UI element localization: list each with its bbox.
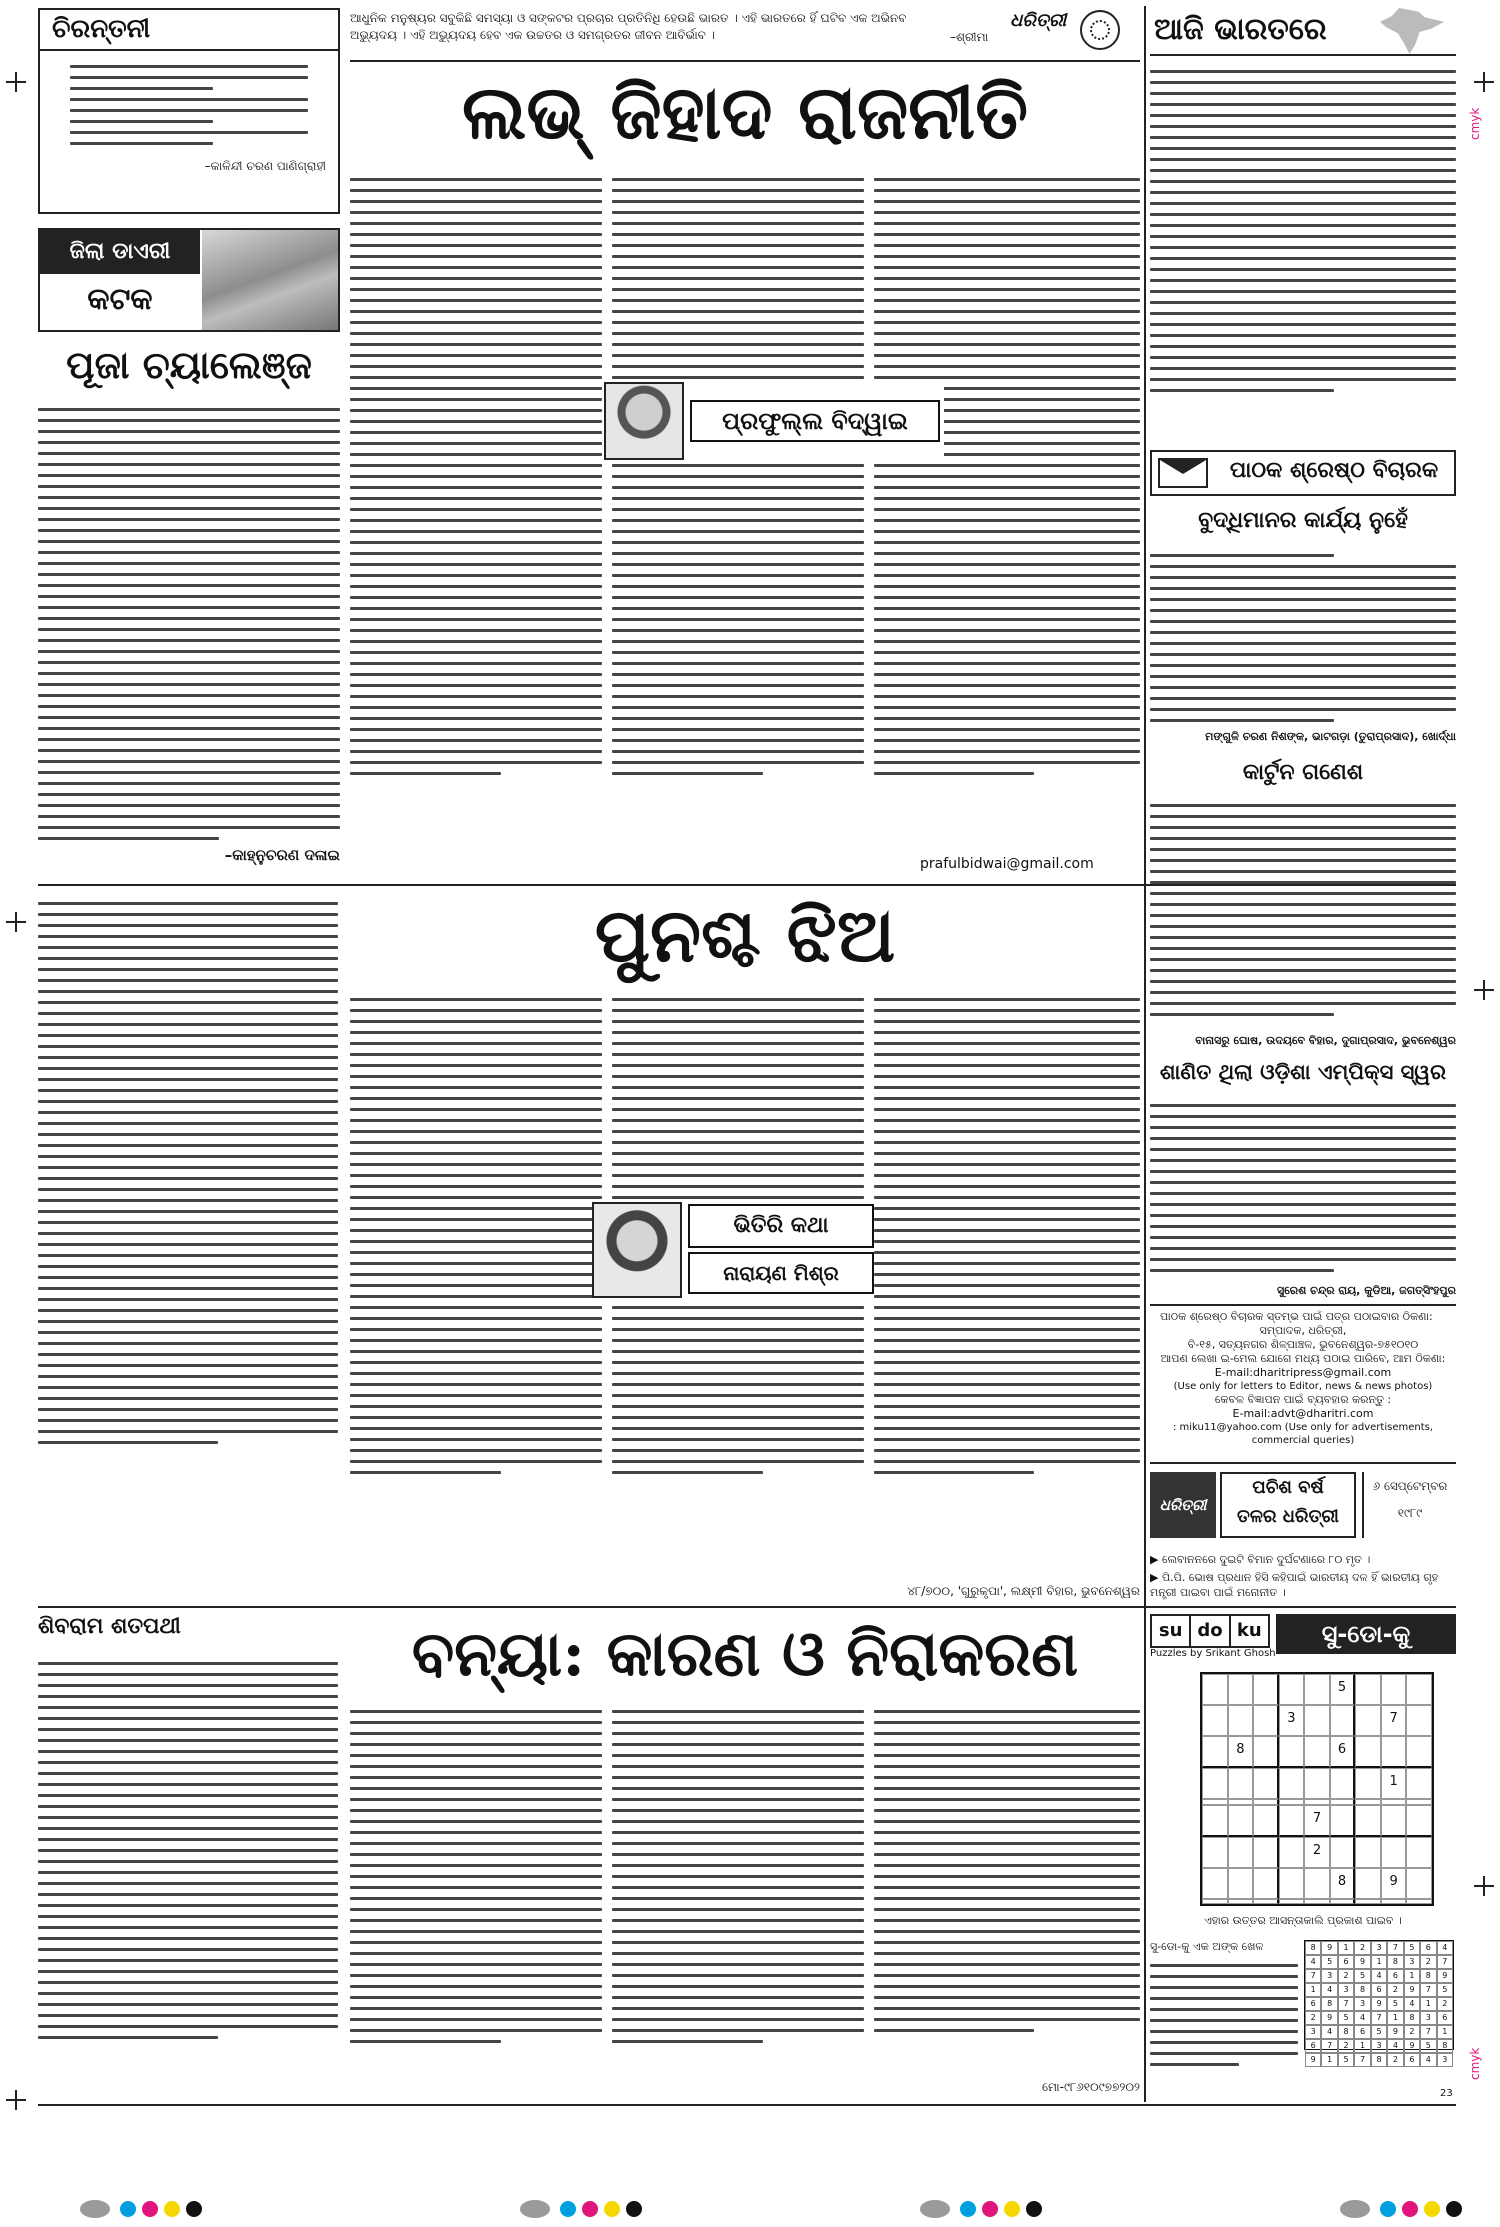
sudoku-answer-cell: 5 xyxy=(1420,2039,1436,2053)
registration-color-dot xyxy=(560,2201,576,2217)
sudoku-cell[interactable] xyxy=(1330,1899,1356,1904)
sudoku-answer-cell: 9 xyxy=(1305,2053,1321,2067)
registration-color-dot xyxy=(1004,2201,1020,2217)
sudoku-cell[interactable] xyxy=(1279,1899,1305,1904)
sudoku-cell[interactable] xyxy=(1279,1768,1305,1799)
twenty-five-title-l2: ତଳର ଧରିତ୍ରୀ xyxy=(1237,1506,1339,1527)
sudoku-cell[interactable] xyxy=(1381,1899,1407,1904)
registration-color-dot xyxy=(164,2201,180,2217)
flood-col-3 xyxy=(612,1702,864,2086)
sudoku-answer-cell: 2 xyxy=(1437,1997,1453,2011)
sudoku-cell[interactable] xyxy=(1406,1899,1432,1904)
insider-col-4 xyxy=(874,990,1140,1594)
sudoku-answer-cell: 1 xyxy=(1387,2011,1403,2025)
readers-section-title: ପାଠକ ଶ୍ରେଷ୍ଠ ବିଚାରକ xyxy=(1229,458,1439,483)
sudoku-answer-cell: 8 xyxy=(1354,1983,1370,1997)
lead-col-3 xyxy=(874,170,1140,880)
registration-color-dot xyxy=(1380,2201,1396,2217)
insider-author-name: ନାରାୟଣ ମିଶ୍ର xyxy=(688,1252,874,1294)
sudoku-cell[interactable] xyxy=(1355,1899,1381,1904)
sudoku-answer-cell: 2 xyxy=(1387,1983,1403,1997)
letter3-sign: ସୁରେଶ ଚନ୍ଦ୍ର ରାୟ, କୁଡିଆ, ଜଗତ୍‌ସିଂହପୁର xyxy=(1277,1284,1456,1297)
twenty-five-title-l1: ପଚିଶ ବର୍ଷ xyxy=(1252,1477,1324,1498)
sudoku-cell[interactable] xyxy=(1355,1768,1381,1799)
sudoku-cell[interactable] xyxy=(1202,1868,1228,1899)
insider-column-name: ଭିତିରି କଥା xyxy=(688,1204,874,1248)
contact-email-advt2[interactable]: : miku11@yahoo.com (Use only for advertisements, commercial queries) xyxy=(1172,1422,1434,1446)
insider-col-2 xyxy=(350,990,602,1594)
sudoku-answer-cell: 8 xyxy=(1321,1997,1337,2011)
contact-line1: ପାଠକ ଶ୍ରେଷ୍ଠ ବିଚାରକ ସ୍ତମ୍ଭ ପାଇଁ ପତ୍ର ପଠାଇବାର ଠିକଣା: xyxy=(1160,1310,1433,1323)
crop-mark-right-bottom xyxy=(1474,1876,1494,1896)
sudoku-answer-cell: 5 xyxy=(1371,2025,1387,2039)
chirantani-box xyxy=(38,8,340,214)
registration-color-dot xyxy=(1026,2201,1042,2217)
sudoku-caption: ଏହାର ଉତ୍ତର ଆସନ୍ତାକାଲି ପ୍ରକାଶ ପାଇବ । xyxy=(1204,1914,1402,1927)
district-diary-label: ଜିଲା ଡାଏରୀ xyxy=(40,230,200,274)
sudoku-cell[interactable] xyxy=(1228,1805,1254,1837)
sudoku-cell[interactable] xyxy=(1253,1837,1279,1868)
district-diary-box xyxy=(38,228,340,332)
sudoku-cell[interactable] xyxy=(1228,1899,1254,1904)
sudoku-cell[interactable] xyxy=(1406,1674,1432,1705)
sudoku-puzzle-grid[interactable] xyxy=(1200,1672,1434,1906)
sudoku-cell[interactable]: 3 xyxy=(1279,1705,1305,1736)
chirantani-poem xyxy=(40,51,338,159)
sudoku-cell[interactable] xyxy=(1381,1805,1407,1837)
sudoku-answer-cell: 8 xyxy=(1420,1969,1436,1983)
sudoku-answer-cell: 2 xyxy=(1305,2011,1321,2025)
insider-footer: ୪୮/୭୦୦, 'ଗୁରୁକୃପା', ଲକ୍ଷ୍ମୀ ବିହାର, ଭୁବନେଶ୍ୱର xyxy=(907,1584,1140,1598)
sudoku-answer-cell: 5 xyxy=(1321,1955,1337,1969)
sudoku-answer-cell: 2 xyxy=(1420,1955,1436,1969)
letter3-title: ଶାଣିତ ଥିଲା ଓଡ଼ିଶା ଏମ୍ପିକ୍ସ ସ୍ୱର xyxy=(1159,1060,1447,1084)
sudoku-answer-cell: 1 xyxy=(1420,1997,1436,2011)
sudoku-logo-ku: ku xyxy=(1236,1620,1262,1641)
district-photo xyxy=(202,230,340,332)
sudoku-cell[interactable]: 9 xyxy=(1381,1868,1407,1899)
sudoku-cell[interactable] xyxy=(1355,1805,1381,1837)
insider-author-photo xyxy=(592,1202,682,1298)
insider-headline: ପୁନଶ୍ଚ ଝିଅ xyxy=(594,893,896,979)
sudoku-answer-cell: 7 xyxy=(1420,2025,1436,2039)
sudoku-answer-cell: 2 xyxy=(1338,1969,1354,1983)
sudoku-answer-cell: 5 xyxy=(1338,2011,1354,2025)
registration-color-dot xyxy=(582,2201,598,2217)
sudoku-cell[interactable] xyxy=(1406,1805,1432,1837)
sudoku-cell[interactable] xyxy=(1279,1674,1305,1705)
envelope-icon xyxy=(1158,458,1208,488)
sudoku-cell[interactable] xyxy=(1202,1705,1228,1736)
lead-author-block xyxy=(604,382,944,460)
twenty-five-years-box xyxy=(1150,1472,1456,1546)
sudoku-cell[interactable] xyxy=(1202,1899,1228,1904)
sudoku-cell[interactable] xyxy=(1355,1837,1381,1868)
sudoku-answer-cell: 7 xyxy=(1437,1955,1453,1969)
sudoku-answer-cell: 4 xyxy=(1305,1955,1321,1969)
lead-col-1 xyxy=(350,170,602,880)
sudoku-answer-cell: 4 xyxy=(1321,1983,1337,1997)
sudoku-cell[interactable] xyxy=(1330,1805,1356,1837)
sudoku-answer-cell: 4 xyxy=(1437,1941,1453,1955)
sudoku-answer-cell: 2 xyxy=(1387,2053,1403,2067)
sudoku-answer-cell: 3 xyxy=(1338,1983,1354,1997)
crop-mark-right-top xyxy=(1474,72,1494,92)
sudoku-answer-cell: 3 xyxy=(1371,1941,1387,1955)
insider-author-block xyxy=(592,1202,874,1298)
sudoku-cell[interactable]: 6 xyxy=(1330,1736,1356,1768)
sudoku-cell[interactable]: 1 xyxy=(1381,1768,1407,1799)
aaji-bharatare-body xyxy=(1150,62,1456,442)
sudoku-cell[interactable] xyxy=(1355,1868,1381,1899)
letter2-sign: ବାନାସରୁ ଘୋଷ, ଉଦୟବେ ବିହାର, ଦୁଗାପ୍ରସାଦ, ଭୁବନେଶ୍ୱର xyxy=(1195,1034,1456,1047)
sudoku-cell[interactable] xyxy=(1253,1674,1279,1705)
crop-mark-left-bottom xyxy=(6,2090,26,2110)
sudoku-answer-cell: 4 xyxy=(1387,2039,1403,2053)
sudoku-cell[interactable]: 7 xyxy=(1304,1805,1330,1837)
registration-color-dot xyxy=(1402,2201,1418,2217)
registration-grey-mark xyxy=(520,2200,550,2218)
sudoku-answer-cell: 4 xyxy=(1371,1969,1387,1983)
paper-logo-small: ଧରିତ୍ରୀ xyxy=(1010,10,1067,31)
sudoku-answer-cell: 3 xyxy=(1305,2025,1321,2039)
sudoku-cell[interactable] xyxy=(1202,1768,1228,1799)
lead-author-photo xyxy=(604,382,684,460)
sudoku-cell[interactable] xyxy=(1304,1768,1330,1799)
sudoku-answer-cell: 6 xyxy=(1305,1997,1321,2011)
sudoku-cell[interactable] xyxy=(1304,1736,1330,1768)
sudoku-credit: Puzzles by Srikant Ghosh xyxy=(1150,1648,1276,1659)
sudoku-cell[interactable] xyxy=(1304,1705,1330,1736)
sudoku-answer-cell: 4 xyxy=(1321,2025,1337,2039)
sudoku-cell[interactable] xyxy=(1228,1868,1254,1899)
sudoku-cell[interactable] xyxy=(1381,1674,1407,1705)
sudoku-answer-cell: 4 xyxy=(1420,2053,1436,2067)
sudoku-answer-cell: 8 xyxy=(1437,2039,1453,2053)
sudoku-cell[interactable] xyxy=(1304,1674,1330,1705)
sudoku-cell[interactable] xyxy=(1330,1837,1356,1868)
twenty-five-date-l2: ୧୯୮୯ xyxy=(1397,1506,1423,1520)
district-diary-byline: –କାହ୍ନୁଚରଣ ଦଳାଇ xyxy=(224,846,340,864)
sudoku-answer-cell: 6 xyxy=(1338,1955,1354,1969)
sudoku-answer-cell: 3 xyxy=(1354,1997,1370,2011)
sudoku-cell[interactable] xyxy=(1228,1674,1254,1705)
sudoku-answer-cell: 9 xyxy=(1354,1955,1370,1969)
sudoku-cell[interactable] xyxy=(1279,1805,1305,1837)
lead-col-2 xyxy=(612,170,864,880)
sudoku-cell[interactable] xyxy=(1355,1705,1381,1736)
district-name: କଟକ xyxy=(87,282,153,317)
lead-author-email: prafulbidwai@gmail.com xyxy=(920,856,1094,872)
sudoku-answer-cell: 8 xyxy=(1371,2053,1387,2067)
twenty-five-logo: ଧରିତ୍ରୀ xyxy=(1150,1472,1216,1538)
sudoku-answer-cell: 3 xyxy=(1437,2053,1453,2067)
sudoku-answer-cell: 3 xyxy=(1404,1955,1420,1969)
sudoku-cell[interactable] xyxy=(1406,1868,1432,1899)
sudoku-cell[interactable]: 8 xyxy=(1330,1868,1356,1899)
sudoku-answer-cell: 7 xyxy=(1387,1941,1403,1955)
letter3-body xyxy=(1150,1096,1456,1282)
sudoku-answer-cell: 1 xyxy=(1338,1941,1354,1955)
sudoku-answer-cell: 9 xyxy=(1437,1969,1453,1983)
sudoku-answer-cell: 3 xyxy=(1420,2011,1436,2025)
sudoku-answer-cell: 1 xyxy=(1437,2025,1453,2039)
crop-mark-left-top xyxy=(6,72,26,92)
registration-grey-mark xyxy=(920,2200,950,2218)
flood-headline: ବନ୍ୟା: କାରଣ ଓ ନିରାକରଣ xyxy=(411,1617,1079,1690)
sudoku-logo-do: do xyxy=(1189,1616,1230,1646)
sudoku-cell[interactable] xyxy=(1253,1705,1279,1736)
sudoku-answer-cell: 9 xyxy=(1387,2025,1403,2039)
sudoku-cell[interactable] xyxy=(1253,1736,1279,1768)
sudoku-answer-cell: 9 xyxy=(1404,1983,1420,1997)
sudoku-answer-cell: 5 xyxy=(1437,1983,1453,1997)
india-map-icon xyxy=(1380,8,1444,54)
bottom-rule xyxy=(38,2104,1456,2106)
chirantani-attribution: –କାଳିନ୍ଦୀ ଚରଣ ପାଣିଗ୍ରାହୀ xyxy=(204,159,326,173)
sudoku-cell[interactable] xyxy=(1279,1837,1305,1868)
contact-email-editor[interactable]: E-mail:dharitripress@gmail.com xyxy=(1214,1366,1392,1379)
flood-col-1 xyxy=(38,1654,338,2086)
contact-line2: ସମ୍ପାଦକ, ଧରିତ୍ରୀ, xyxy=(1259,1324,1347,1337)
sudoku-cell[interactable] xyxy=(1355,1674,1381,1705)
divider-h1 xyxy=(38,884,1456,886)
insider-col-1 xyxy=(38,894,338,1594)
sudoku-answer-cell: 8 xyxy=(1338,2025,1354,2039)
registration-color-dot xyxy=(626,2201,642,2217)
sudoku-cell[interactable] xyxy=(1355,1736,1381,1768)
sudoku-cell[interactable] xyxy=(1228,1705,1254,1736)
sudoku-cell[interactable] xyxy=(1253,1868,1279,1899)
registration-grey-mark xyxy=(1340,2200,1370,2218)
lead-headline: ଲଭ୍ ଜିହାଦ ରାଜନୀତି xyxy=(461,70,1029,156)
letter1-sign: ମଙ୍ଗୁଳି ଚରଣ ନିଶଙ୍କ, ଭାଟଗଡ଼ା (ତୁରାପ୍ରସାଦ), ଖୋର୍ଦ୍ଧା xyxy=(1205,730,1456,743)
twenty-five-item2: ▶ ପି.ପି. ଭୋଷ ପ୍ରଧାନ ହିସି କହିପାଇଁ ଭାରତୀୟ ଦଳ ହିଁ ଭାରତୀୟ ଗୃହ ମନ୍ତ୍ରୀ ପାଇବା ପାଇଁ ମନୋନୀତ । xyxy=(1150,1571,1439,1599)
sudoku-answer-cell: 6 xyxy=(1371,1983,1387,1997)
sudoku-cell[interactable] xyxy=(1228,1768,1254,1799)
sudoku-rules-body xyxy=(1150,1956,1298,2084)
registration-color-dot xyxy=(120,2201,136,2217)
registration-color-dot xyxy=(142,2201,158,2217)
quote-attribution: –ଶ୍ରୀମା xyxy=(950,30,989,44)
sudoku-cell[interactable] xyxy=(1304,1868,1330,1899)
sudoku-answer-cell: 2 xyxy=(1404,2025,1420,2039)
sudoku-answer-cell: 1 xyxy=(1305,1983,1321,1997)
quote-text: ଆଧୁନିକ ମନୁଷ୍ୟର ସବୁକିଛି ସମସ୍ୟା ଓ ସଙ୍କଟର ପ୍ରଚାର ପ୍ରତିନିଧି ହେଉଛି ଭାରତ । ଏହି ଭାରତରେ ହିଁ ଘଟିବ ଏକ ଅଭିନବ ଅଭ୍ୟୁଦୟ । ଏହି ଅଭ୍ୟୁଦୟ ହେବ ଏକ ଉଚ୍ଚତର ଓ ସମଗ୍ରତର ଜୀବନ ଆବିର୍ଭାବ । xyxy=(350,11,907,42)
sudoku-cell[interactable] xyxy=(1202,1736,1228,1768)
sudoku-answer-cell: 2 xyxy=(1338,2039,1354,2053)
sudoku-answer-cell: 3 xyxy=(1321,1969,1337,1983)
cmyk-label-top: cmyk xyxy=(1468,107,1482,140)
sudoku-answer-cell: 7 xyxy=(1371,2011,1387,2025)
district-diary-body xyxy=(38,400,340,840)
crop-mark-right-mid xyxy=(1474,980,1494,1000)
lead-author-name: ପ୍ରଫୁଲ୍ଲ ବିଦ୍ୱାଇ xyxy=(690,400,940,442)
flood-col-2 xyxy=(350,1702,602,2086)
sudoku-cell[interactable]: 7 xyxy=(1381,1705,1407,1736)
sudoku-answer-cell: 7 xyxy=(1305,1969,1321,1983)
registration-color-dot xyxy=(604,2201,620,2217)
aaji-bharatare-title: ଆଜି ଭାରତରେ xyxy=(1154,12,1327,47)
sudoku-answer-cell: 1 xyxy=(1321,2053,1337,2067)
flood-phone: ମୋ-୯୮୬୧୦୯୭୭୨୦୨ xyxy=(1041,2080,1140,2094)
sudoku-cell[interactable]: 5 xyxy=(1330,1674,1356,1705)
sudoku-answer-cell: 1 xyxy=(1404,1969,1420,1983)
top-quote xyxy=(350,6,1140,62)
district-diary-headline: ପୂଜା ଚ୍ୟାଲେଞ୍ଜ xyxy=(66,342,312,387)
flood-col-4 xyxy=(874,1702,1140,2072)
contact-box xyxy=(1150,1304,1456,1464)
letter1-title: ବୁଦ୍ଧିମାନର କାର୍ଯ୍ୟ ନୁହେଁ xyxy=(1198,508,1408,533)
sudoku-answer-cell: 7 xyxy=(1338,1997,1354,2011)
sudoku-answer-cell: 9 xyxy=(1404,2039,1420,2053)
registration-color-dot xyxy=(1446,2201,1462,2217)
sudoku-answer-cell: 1 xyxy=(1371,1955,1387,1969)
sudoku-cell[interactable] xyxy=(1330,1705,1356,1736)
sudoku-cell[interactable] xyxy=(1406,1837,1432,1868)
aaji-bharatare-header xyxy=(1150,6,1456,56)
flood-byline: ଶିବରାମ ଶତପଥୀ xyxy=(38,1614,181,1639)
sudoku-answer-cell: 6 xyxy=(1420,1941,1436,1955)
sudoku-answer-cell: 8 xyxy=(1305,1941,1321,1955)
sudoku-answer-cell: 5 xyxy=(1387,1997,1403,2011)
sudoku-answer-cell: 6 xyxy=(1437,2011,1453,2025)
letter2-body xyxy=(1150,796,1456,1030)
sudoku-answer-cell: 9 xyxy=(1371,1997,1387,2011)
sudoku-title: ସୁ-ଡୋ-କୁ xyxy=(1276,1614,1456,1654)
sudoku-cell[interactable] xyxy=(1381,1736,1407,1768)
emblem-icon xyxy=(1080,10,1120,50)
sudoku-cell[interactable]: 2 xyxy=(1304,1837,1330,1868)
contact-email-advt[interactable]: E-mail:advt@dharitri.com xyxy=(1232,1407,1374,1420)
sudoku-cell[interactable] xyxy=(1279,1868,1305,1899)
contact-note-editor: (Use only for letters to Editor, news & news photos) xyxy=(1173,1381,1433,1392)
readers-section-header xyxy=(1150,450,1456,496)
registration-color-dot xyxy=(982,2201,998,2217)
letter2-title: କାର୍ଟୁନ ଗଣେଶ xyxy=(1242,760,1364,785)
contact-line5: କେବଳ ବିଜ୍ଞାପନ ପାଇଁ ବ୍ୟବହାର କରନ୍ତୁ : xyxy=(1214,1393,1392,1406)
registration-color-dot xyxy=(1424,2201,1440,2217)
sudoku-cell[interactable] xyxy=(1406,1705,1432,1736)
sudoku-answer-cell: 6 xyxy=(1305,2039,1321,2053)
sudoku-answer-cell: 9 xyxy=(1321,1941,1337,1955)
sudoku-answer-cell: 8 xyxy=(1404,2011,1420,2025)
contact-line3: ବି-୧୫, ସତ୍ୟନଗର ଶିଳ୍ପାଞ୍ଚଳ, ଭୁବନେଶ୍ୱର-୭୫୧୦୧୦ xyxy=(1187,1338,1419,1351)
sudoku-cell[interactable] xyxy=(1406,1768,1432,1799)
sudoku-answer-cell: 2 xyxy=(1354,1941,1370,1955)
letter1-body xyxy=(1150,546,1456,728)
sudoku-answer-cell: 5 xyxy=(1338,2053,1354,2067)
sudoku-header xyxy=(1150,1614,1456,1662)
sudoku-answer-cell: 5 xyxy=(1354,1969,1370,1983)
registration-color-dot xyxy=(960,2201,976,2217)
divider-v1 xyxy=(1144,6,1146,2102)
sudoku-answer-cell: 3 xyxy=(1371,2039,1387,2053)
sudoku-answer-cell: 7 xyxy=(1321,2039,1337,2053)
sudoku-cell[interactable] xyxy=(1253,1805,1279,1837)
sudoku-cell[interactable] xyxy=(1406,1736,1432,1768)
sudoku-cell[interactable] xyxy=(1304,1899,1330,1904)
sudoku-cell[interactable] xyxy=(1253,1899,1279,1904)
chirantani-title: ଚିରନ୍ତନୀ xyxy=(40,10,338,51)
sudoku-answer-cell: 6 xyxy=(1354,2025,1370,2039)
sudoku-answer-cell: 9 xyxy=(1321,2011,1337,2025)
sudoku-cell[interactable] xyxy=(1381,1837,1407,1868)
sudoku-answer-cell: 6 xyxy=(1387,1969,1403,1983)
sudoku-cell[interactable] xyxy=(1228,1837,1254,1868)
cmyk-label-bottom: cmyk xyxy=(1468,2047,1482,2080)
sudoku-cell[interactable] xyxy=(1202,1805,1228,1837)
twenty-five-date-l1: ୬ ସେପ୍ଟେମ୍ବର xyxy=(1372,1479,1448,1493)
sudoku-cell[interactable] xyxy=(1330,1768,1356,1799)
twenty-five-item1: ▶ ଲେବାନନରେ ଦୁଇଟି ବିମାନ ଦୁର୍ଘଟଣାରେ ୮୦ ମୃତ । xyxy=(1150,1553,1371,1566)
sudoku-logo-su: su xyxy=(1158,1620,1183,1641)
contact-line4: ଆପଣ ଲେଖା ଇ-ମେଲ ଯୋଗେ ମଧ୍ୟ ପଠାଇ ପାରିବେ, ଆମ ଠିକଣା: xyxy=(1160,1352,1446,1365)
sudoku-answer-cell: 6 xyxy=(1404,2053,1420,2067)
sudoku-answer-cell: 7 xyxy=(1354,2053,1370,2067)
sudoku-cell[interactable] xyxy=(1202,1837,1228,1868)
crop-mark-left-mid xyxy=(6,912,26,932)
sudoku-answer-grid xyxy=(1304,1940,1454,2064)
sudoku-cell[interactable] xyxy=(1253,1768,1279,1799)
sudoku-cell[interactable] xyxy=(1279,1736,1305,1768)
sudoku-answer-cell: 5 xyxy=(1404,1941,1420,1955)
sudoku-cell[interactable]: 8 xyxy=(1228,1736,1254,1768)
sudoku-answer-cell: 1 xyxy=(1354,2039,1370,2053)
sudoku-cell[interactable] xyxy=(1202,1674,1228,1705)
sudoku-rules-title: ସୁ-ଡୋ-କୁ ଏକ ଅଙ୍କ ଖେଳ xyxy=(1150,1940,1264,1953)
page-number: 23 xyxy=(1440,2088,1453,2099)
sudoku-answer-cell: 8 xyxy=(1387,1955,1403,1969)
registration-color-dot xyxy=(186,2201,202,2217)
registration-grey-mark xyxy=(80,2200,110,2218)
sudoku-answer-cell: 4 xyxy=(1354,2011,1370,2025)
divider-h2 xyxy=(38,1606,1456,1608)
sudoku-answer-cell: 7 xyxy=(1420,1983,1436,1997)
sudoku-answer-cell: 4 xyxy=(1404,1997,1420,2011)
